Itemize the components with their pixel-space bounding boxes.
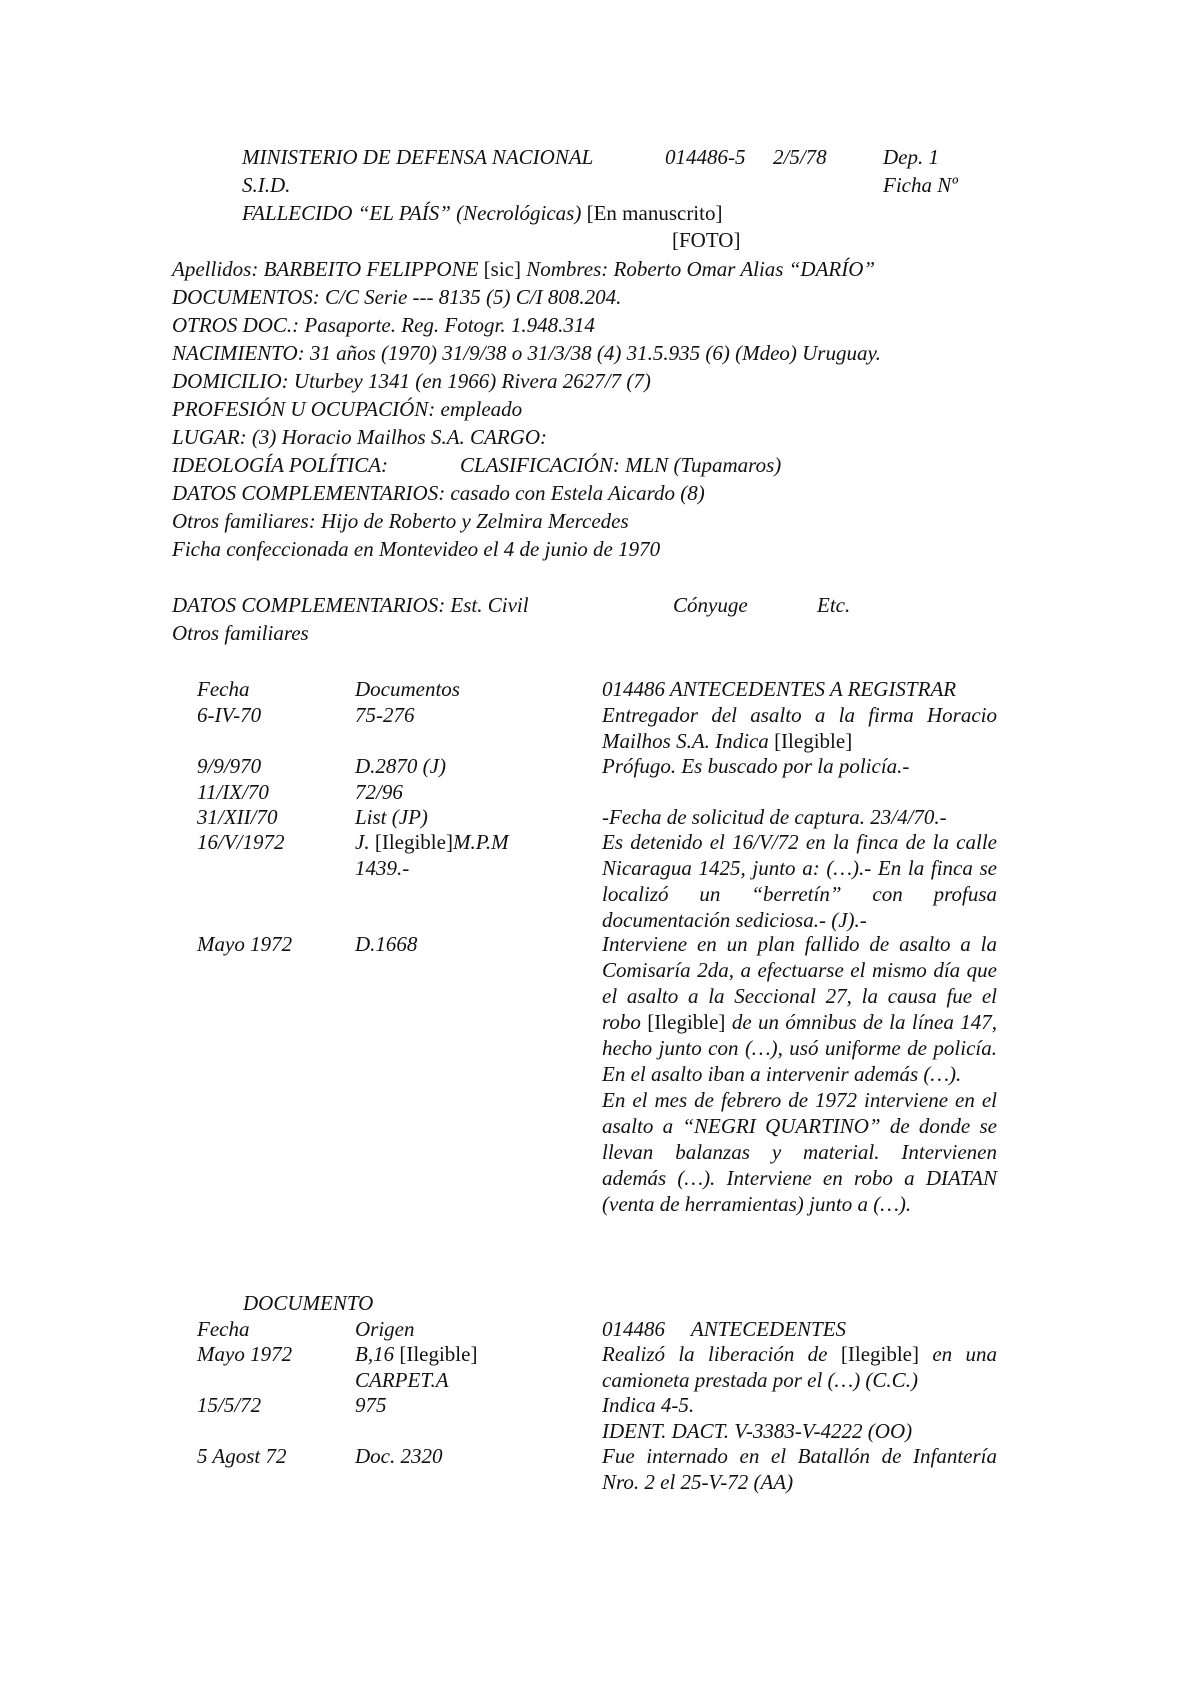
ideologia-label: IDEOLOGÍA POLÍTICA: [172, 453, 389, 477]
row-origen-c: CARPET.A [355, 1368, 449, 1392]
row-text [602, 931, 997, 1217]
row-doc: D.2870 (J) [355, 754, 446, 778]
row-paragraph: En el mes de febrero de 1972 interviene en el asalto a “NEGRI QUARTINO” de donde se llevan balanzas y material. Intervienen además (…). Interviene en robo a DIATAN (venta de herramientas) junto a (…). [602, 1088, 997, 1216]
illegible-note: [Ilegible] [774, 729, 853, 753]
row-fecha: 16/V/1972 [197, 830, 285, 854]
handwritten-note: [En manuscrito] [586, 201, 723, 225]
row-text: -Fecha de solicitud de captura. 23/4/70.- [602, 805, 947, 829]
domicilio-line: DOMICILIO: Uturbey 1341 (en 1966) Rivera 2627/7 (7) [172, 369, 651, 393]
row-fecha: 15/5/72 [197, 1393, 262, 1417]
row-origen-a: B,16 [355, 1342, 395, 1366]
otros-doc-line: OTROS DOC.: Pasaporte. Reg. Fotogr. 1.948.314 [172, 313, 595, 337]
row-doc-a: J. [355, 830, 370, 854]
apellidos-value: Apellidos: BARBEITO FELIPPONE [172, 257, 479, 281]
illegible-note: [Ilegible] [647, 1010, 726, 1034]
row-text: Fue internado en el Batallón de Infantería Nro. 2 el 25-V-72 (AA) [602, 1444, 997, 1494]
complement-label: DATOS COMPLEMENTARIOS: Est. Civil [172, 593, 529, 617]
row-fecha: 6-IV-70 [197, 703, 262, 727]
illegible-note: [Ilegible] [399, 1342, 478, 1366]
header-origen: Origen [355, 1317, 415, 1341]
otros-familiares-line: Otros familiares: Hijo de Roberto y Zelmira Mercedes [172, 509, 629, 533]
row-text-a: Indica 4-5. [602, 1393, 695, 1417]
row-fecha: 11/IX/70 [197, 780, 269, 804]
nombres-value: Nombres: Roberto Omar Alias “DARÍO” [526, 257, 876, 281]
row-doc-c: M.P.M 1439.- [355, 830, 509, 880]
otros-familiares-label: Otros familiares [172, 621, 309, 645]
header-fecha: Fecha [197, 1317, 250, 1341]
profesion-line: PROFESIÓN U OCUPACIÓN: empleado [172, 397, 523, 421]
sic-note: [sic] [483, 257, 521, 281]
row-origen: Doc. 2320 [355, 1444, 443, 1468]
row-fecha: 5 Agost 72 [197, 1444, 287, 1468]
nacimiento-line: NACIMIENTO: 31 años (1970) 31/9/38 o 31/3/38 (4) 31.5.935 (6) (Mdeo) Uruguay. [172, 341, 881, 365]
conyuge-label: Cónyuge [673, 593, 748, 617]
row-origen: 975 [355, 1393, 387, 1417]
department: Dep. 1 [883, 145, 939, 169]
row-paragraph [602, 931, 997, 1087]
clasificacion-label: CLASIFICACIÓN: MLN (Tupamaros) [460, 453, 782, 477]
ficha-confeccionada-line: Ficha confeccionada en Montevideo el 4 de junio de 1970 [172, 537, 661, 561]
row-text-b: IDENT. DACT. V-3383-V-4222 (OO) [602, 1419, 913, 1443]
row-text [602, 1341, 997, 1393]
illegible-note: [Ilegible] [840, 1342, 919, 1366]
row-origen [355, 1341, 555, 1393]
file-date: 2/5/78 [773, 145, 827, 169]
datos-comp-line: DATOS COMPLEMENTARIOS: casado con Estela Aicardo (8) [172, 481, 705, 505]
row-text: Prófugo. Es buscado por la policía.- [602, 754, 910, 778]
row-text-a: Interviene en un plan fallido de asalto a la Comisaría 2da, a efectuarse el mismo día que el asalto a la Seccional 27, la causa fue el robo [602, 932, 997, 1034]
header-antecedentes: 014486 ANTECEDENTES A REGISTRAR [602, 677, 957, 701]
row-text-main: Entregador del asalto a la firma Horacio Mailhos S.A. Indica [602, 703, 997, 753]
header-antecedentes: 014486 ANTECEDENTES [602, 1317, 847, 1341]
row-text [602, 702, 997, 754]
row-fecha: 9/9/970 [197, 754, 262, 778]
row-fecha: 31/XII/70 [197, 805, 278, 829]
deceased-text: FALLECIDO “EL PAÍS” (Necrológicas) [242, 201, 582, 225]
documentos-line: DOCUMENTOS: C/C Serie --- 8135 (5) C/I 808.204. [172, 285, 622, 309]
row-doc: List (JP) [355, 805, 428, 829]
row-text [602, 1392, 997, 1444]
row-doc: 75-276 [355, 703, 415, 727]
apellidos-line [172, 256, 875, 282]
row-doc [355, 829, 555, 881]
photo-placeholder: [FOTO] [672, 228, 741, 252]
row-doc: D.1668 [355, 932, 418, 956]
row-text-b: de un ómnibus de la línea 147, hecho junto con (…), usó uniforme de policía. En el asalto iban a intervenir además (…). [602, 1010, 998, 1086]
illegible-note: [Ilegible] [374, 830, 453, 854]
row-text-a: Realizó la liberación de [602, 1342, 828, 1366]
row-fecha: Mayo 1972 [197, 932, 293, 956]
ministry-title: MINISTERIO DE DEFENSA NACIONAL [242, 145, 594, 169]
header-documentos: Documentos [355, 677, 460, 701]
ficha-label: Ficha Nº [883, 173, 958, 197]
header-fecha: Fecha [197, 677, 250, 701]
table2-title: DOCUMENTO [243, 1291, 374, 1315]
sid-label: S.I.D. [242, 173, 291, 197]
lugar-line: LUGAR: (3) Horacio Mailhos S.A. CARGO: [172, 425, 548, 449]
row-text-b: en una camioneta prestada por el (…) (C.C.) [602, 1342, 998, 1392]
row-fecha: Mayo 1972 [197, 1342, 293, 1366]
row-text: Es detenido el 16/V/72 en la finca de la calle Nicaragua 1425, junto a: (…).- En la finca se localizó un “berretín” con profusa documentación sediciosa.- (J).- [602, 830, 997, 932]
deceased-note [242, 200, 722, 226]
etc-label: Etc. [817, 593, 851, 617]
file-number: 014486-5 [665, 145, 746, 169]
row-doc: 72/96 [355, 780, 403, 804]
ideologia-line [172, 452, 388, 478]
